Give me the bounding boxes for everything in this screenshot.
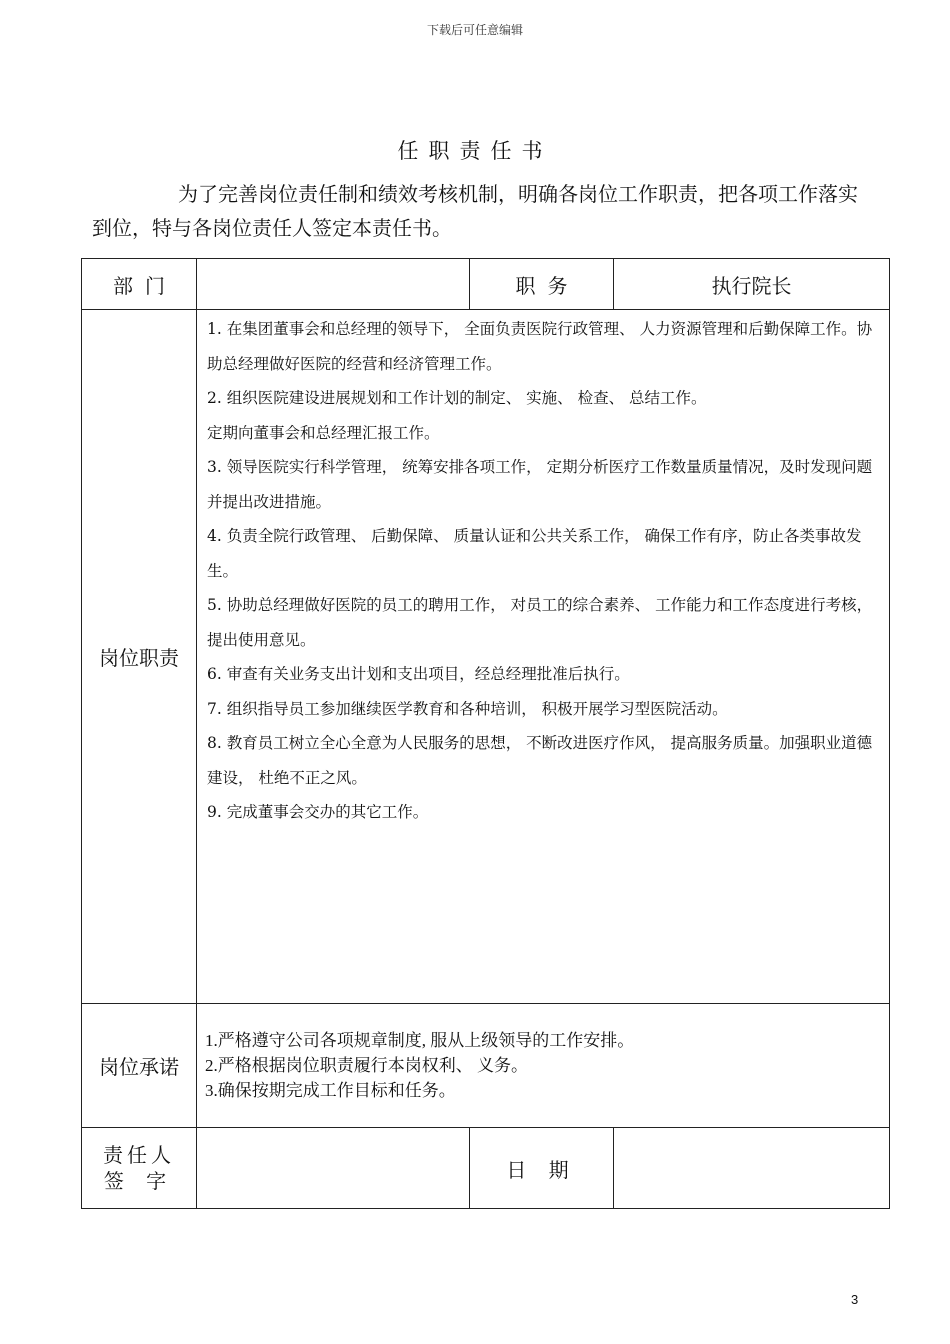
row-promises <box>82 1004 890 1128</box>
duties-label: 岗位职责 <box>82 310 197 1004</box>
duty-item: 6. 审查有关业务支出计划和支出项目，经总经理批准后执行。 <box>207 665 630 683</box>
department-label: 部门 <box>82 259 197 310</box>
page-number: 3 <box>851 1292 859 1307</box>
duty-item: 7. 组织指导员工参加继续医学教育和各种培训， 积极开展学习型医院活动。 <box>207 699 728 718</box>
promise-item: 1.严格遵守公司各项规章制度, 服从上级领导的工作安排。 <box>205 1031 635 1050</box>
duty-item: 3. 领导医院实行科学管理， 统筹安排各项工作， 定期分析医疗工作数量质量情况，及时发现问题并提出改进措施。 <box>207 458 873 511</box>
date-label: 日 期 <box>470 1128 614 1209</box>
duties-content <box>197 310 890 1004</box>
intro-paragraph: 为了完善岗位责任制和绩效考核机制，明确各岗位工作职责，把各项工作落实到位，特与各岗位责任人签定本责任书。 <box>92 182 858 240</box>
row-department <box>82 259 890 310</box>
position-value[interactable]: 执行院长 <box>614 259 890 310</box>
signer-value[interactable] <box>197 1128 470 1209</box>
duty-item: 5. 协助总经理做好医院的员工的聘用工作， 对员工的综合素养、 工作能力和工作态度进行考核， 提出使用意见。 <box>207 596 873 649</box>
duty-item: 9. 完成董事会交办的其它工作。 <box>207 803 429 821</box>
duty-item: 1. 在集团董事会和总经理的领导下， 全面负责医院行政管理、 人力资源管理和后勤保障工作。协助总经理做好医院的经营和经济管理工作。 <box>207 320 873 373</box>
duty-item: 定期向董事会和总经理汇报工作。 <box>207 423 440 442</box>
row-signature <box>82 1128 890 1209</box>
duty-item: 2. 组织医院建设进展规划和工作计划的制定、 实施、 检查、 总结工作。 <box>207 389 707 407</box>
document-title: 任职责任书 <box>397 139 553 163</box>
duty-item: 4. 负责全院行政管理、 后勤保障、 质量认证和公共关系工作， 确保工作有序，防止各类事故发生。 <box>207 527 862 580</box>
date-value[interactable] <box>614 1128 890 1209</box>
promise-item: 3.确保按期完成工作目标和任务。 <box>205 1081 456 1100</box>
promise-item: 2.严格根据岗位职责履行本岗权利、 义务。 <box>205 1056 528 1075</box>
promise-label: 岗位承诺 <box>82 1004 197 1128</box>
position-label: 职务 <box>470 259 614 310</box>
signer-label <box>82 1128 197 1209</box>
responsibility-form <box>81 258 890 1209</box>
promise-content <box>197 1004 890 1128</box>
duty-item: 8. 教育员工树立全心全意为人民服务的思想， 不断改进医疗作风， 提高服务质量。加强职业道德建设， 杜绝不正之风。 <box>207 734 873 787</box>
signer-label-line2: 签 字 <box>103 1169 175 1193</box>
row-duties <box>82 310 890 1004</box>
header-note: 下载后可任意编辑 <box>426 23 523 37</box>
signer-label-line1: 责任人 <box>103 1143 175 1167</box>
department-value[interactable] <box>197 259 470 310</box>
